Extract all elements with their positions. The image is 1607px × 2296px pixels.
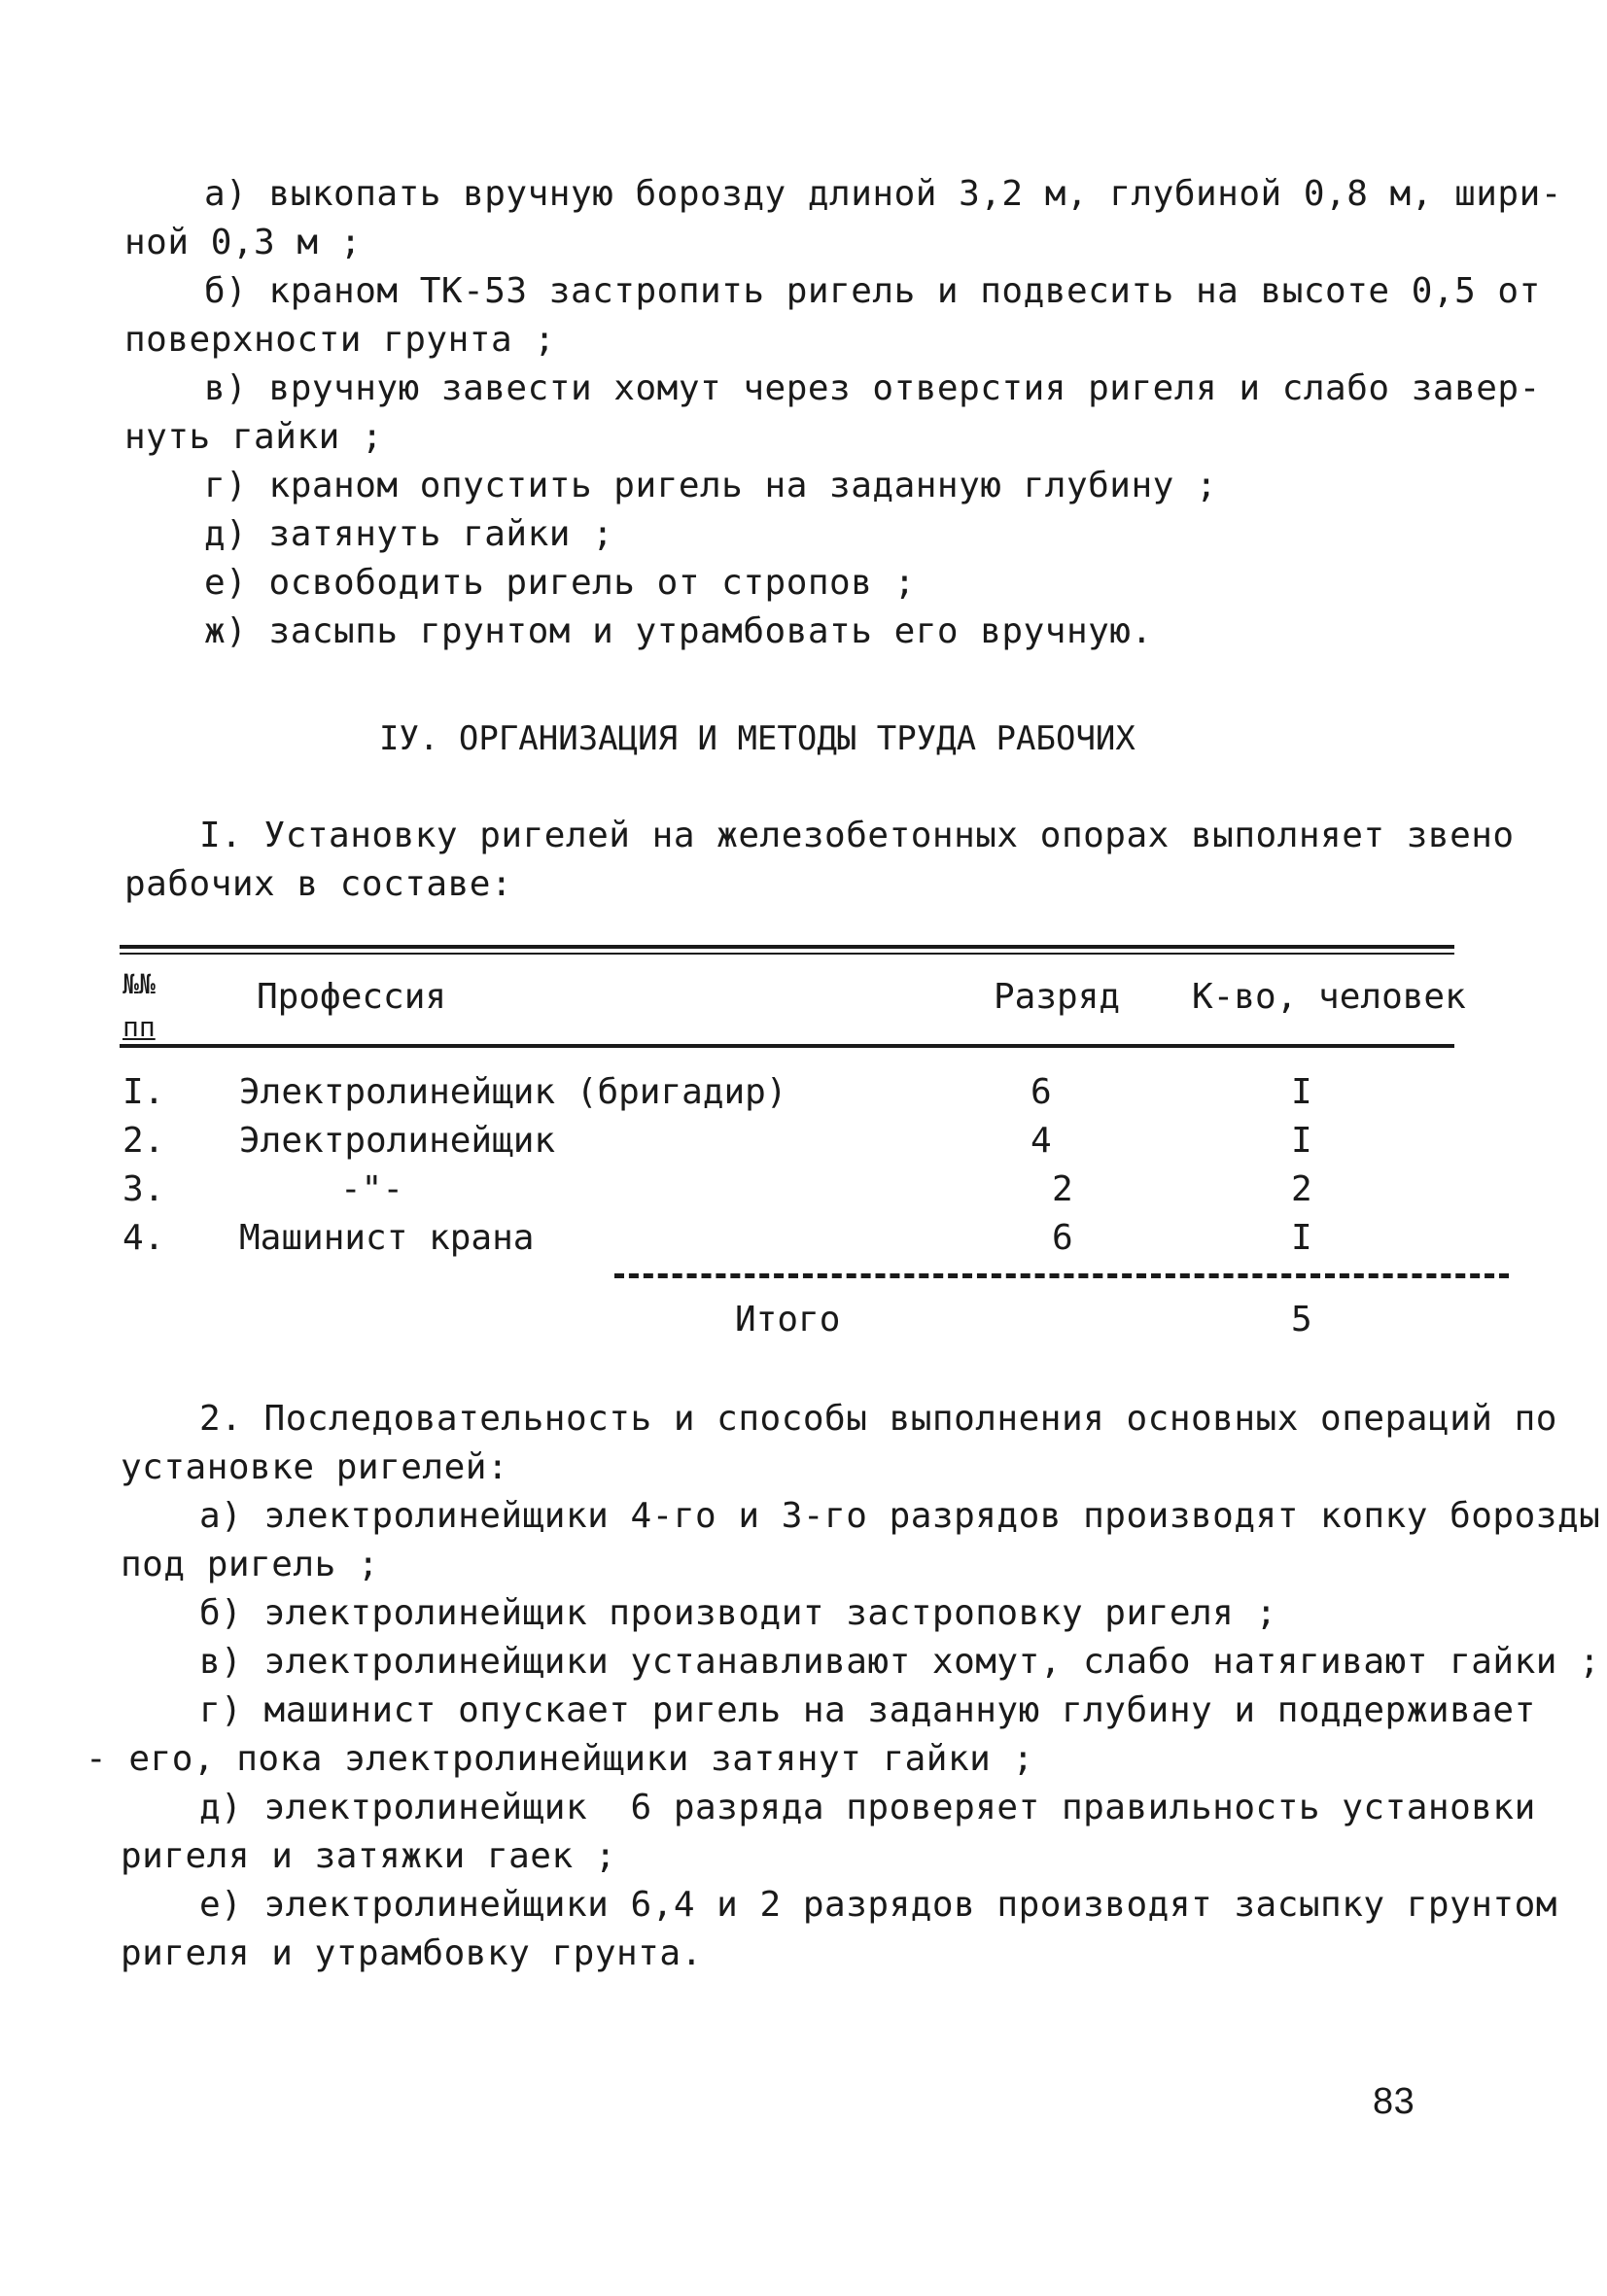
table-top-rule [120, 945, 1454, 949]
para2-line3: а) электролинейщики 4-го и 3-го разрядов производят копку борозды [199, 1496, 1601, 1536]
para2-line11: е) электролинейщики 6,4 и 2 разрядов производят засыпку грунтом [199, 1885, 1557, 1925]
total-label: Итого [735, 1300, 841, 1339]
row-count: I [1291, 1121, 1312, 1161]
header-num-top: №№ [122, 968, 156, 1000]
row-grade: 2 [1052, 1169, 1073, 1209]
row-num: 4. [122, 1218, 165, 1258]
header-grade: Разряд [994, 977, 1121, 1017]
step-d: д) затянуть гайки ; [204, 514, 614, 554]
para2-line7: г) машинист опускает ригель на заданную глубину и поддерживает [199, 1690, 1536, 1730]
para2-line9: д) электролинейщик 6 разряда проверяет правильность установки [199, 1788, 1536, 1827]
table-header-rule [120, 1044, 1454, 1048]
row-profession: -"- [340, 1169, 404, 1209]
row-count: I [1291, 1072, 1312, 1112]
page-number: 83 [1373, 2081, 1415, 2122]
step-b-line1: б) краном ТК-53 застропить ригель и подвесить на высоте 0,5 от [204, 271, 1541, 311]
para2-line8: - его, пока электролинейщики затянут гайки ; [86, 1739, 1034, 1779]
section-heading: IУ. ОРГАНИЗАЦИЯ И МЕТОДЫ ТРУДА РАБОЧИХ [379, 719, 1135, 758]
row-profession: Электролинейщик (бригадир) [239, 1072, 787, 1112]
para2-line10: ригеля и затяжки гаек ; [121, 1836, 616, 1876]
row-count: 2 [1291, 1169, 1312, 1209]
para2-line2: установке ригелей: [121, 1447, 509, 1487]
step-a-line1: а) выкопать вручную борозду длиной 3,2 м, глубиной 0,8 м, шири- [204, 174, 1562, 214]
step-v-line2: нуть гайки ; [124, 417, 384, 457]
total-value: 5 [1291, 1300, 1312, 1339]
para2-line6: в) электролинейщики устанавливают хомут, слабо натягивают гайки ; [199, 1642, 1601, 1682]
row-grade: 4 [1031, 1121, 1052, 1161]
step-e: е) освободить ригель от стропов ; [204, 563, 916, 603]
step-a-line2: ной 0,3 м ; [124, 223, 362, 262]
step-g: г) краном опустить ригель на заданную глубину ; [204, 466, 1218, 505]
header-profession: Профессия [257, 977, 447, 1017]
para2-line5: б) электролинейщик производит застроповку ригеля ; [199, 1593, 1277, 1633]
para1-line2: рабочих в составе: [124, 864, 513, 904]
row-num: 2. [122, 1121, 165, 1161]
header-num-bottom: пп [122, 1011, 156, 1043]
para2-line12: ригеля и утрамбовку грунта. [121, 1933, 703, 1973]
row-profession: Электролинейщик [239, 1121, 556, 1161]
para2-line4: под ригель ; [121, 1545, 380, 1584]
step-zh: ж) засыпь грунтом и утрамбовать его вручную. [204, 611, 1153, 651]
row-profession: Машинист крана [239, 1218, 535, 1258]
row-grade: 6 [1052, 1218, 1073, 1258]
row-num: 3. [122, 1169, 165, 1209]
step-v-line1: в) вручную завести хомут через отверстия ригеля и слабо завер- [204, 368, 1541, 408]
para2-line1: 2. Последовательность и способы выполнения основных операций по [199, 1399, 1557, 1439]
row-num: I. [122, 1072, 165, 1112]
step-b-line2: поверхности грунта ; [124, 320, 556, 360]
header-count: К-во, человек [1192, 977, 1466, 1017]
row-count: I [1291, 1218, 1312, 1258]
row-grade: 6 [1031, 1072, 1052, 1112]
table-total-rule [614, 1273, 1509, 1278]
para1-line1: I. Установку ригелей на железобетонных опорах выполняет звено [199, 816, 1515, 855]
